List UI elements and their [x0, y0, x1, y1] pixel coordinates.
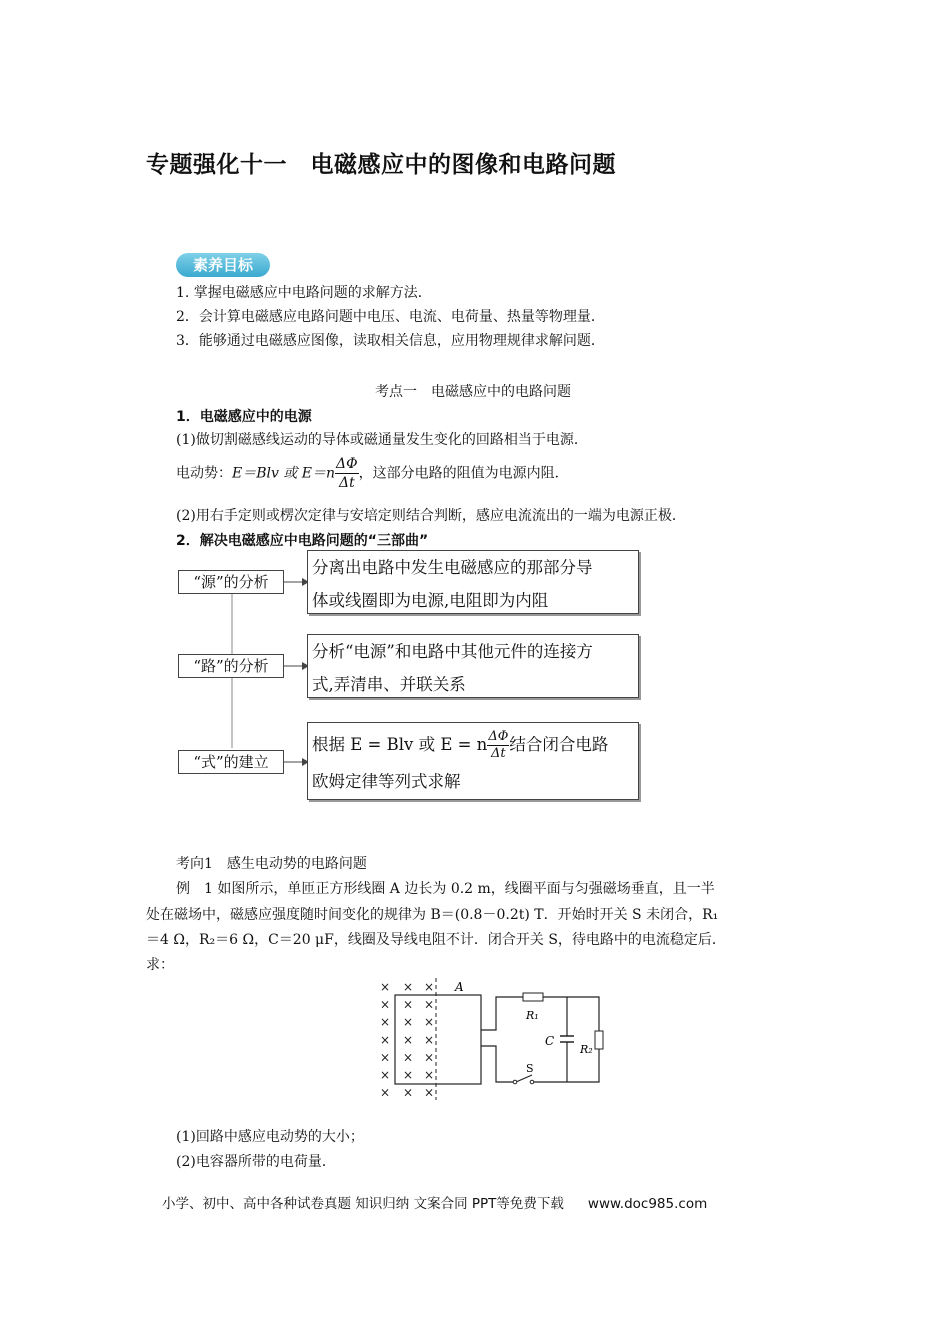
flow-desc-source-line2: 体或线圈即为电源,电阻即为内阻	[312, 591, 549, 610]
flow-desc-circuit-line1: 分析“电源”和电路中其他元件的连接方	[312, 642, 593, 661]
emf-suffix: ，这部分电路的阻值为电源内阻．	[358, 465, 569, 482]
example-line-4: 求：	[146, 957, 174, 973]
flow-formula-text: 根据 E = Blv 或 E = n	[312, 735, 488, 754]
footer-text: 小学、初中、高中各种试卷真题 知识归纳 文案合同 PPT等免费下载	[162, 1196, 564, 1212]
page-title: 专题强化十一 电磁感应中的图像和电路问题	[146, 152, 616, 178]
goals-badge: 素养目标	[176, 253, 270, 277]
flow-step-formula: “式”的建立	[178, 750, 284, 774]
field-cross: ×	[424, 1032, 435, 1047]
field-cross: ×	[403, 1015, 414, 1030]
emf-fraction	[335, 455, 359, 492]
label-S: S	[526, 1062, 534, 1075]
paragraph-2: (2)用右手定则或楞次定律与安培定则结合判断，感应电流流出的一端为电源正极．	[176, 508, 686, 524]
sub-heading-2: 2．解决电磁感应中电路问题的“三部曲”	[176, 533, 429, 549]
example-line-2: 处在磁场中，磁感应强度随时间变化的规律为 B＝(0.8－0.2t) T．开始时开关 S 未闭合，R₁	[146, 907, 719, 923]
goal-item-3: 3．能够通过电磁感应图像，读取相关信息，应用物理规律求解问题．	[176, 333, 605, 349]
question-2: (2)电容器所带的电荷量．	[176, 1154, 336, 1170]
magnetic-field-crosses	[380, 980, 434, 1100]
field-cross: ×	[380, 997, 391, 1012]
field-cross: ×	[424, 1015, 435, 1030]
flow-formula-tail: 结合闭合电路	[509, 735, 609, 754]
field-cross: ×	[380, 980, 391, 994]
label-C: C	[545, 1034, 555, 1048]
field-cross: ×	[380, 1050, 391, 1065]
footer-url[interactable]: www.doc985.com	[587, 1196, 708, 1212]
flow-frac-denominator: Δt	[491, 746, 506, 761]
label-A: A	[455, 980, 464, 994]
flow-step-source: “源”的分析	[178, 570, 284, 594]
flow-desc-circuit-line2: 式,弄清串、并联关系	[312, 675, 466, 694]
frac-denominator: Δt	[338, 475, 355, 491]
field-cross: ×	[424, 980, 435, 994]
flow-fraction	[487, 729, 509, 762]
flow-desc-circuit	[307, 634, 639, 698]
direction-heading: 考向1 感生电动势的电路问题	[176, 856, 367, 872]
frac-numerator: ΔΦ	[336, 456, 358, 472]
resistor-R1	[523, 993, 543, 1001]
emf-formula: E＝Blv 或 E＝n	[232, 465, 336, 482]
emf-line	[176, 455, 569, 492]
field-cross: ×	[403, 1032, 414, 1047]
field-cross: ×	[424, 1068, 435, 1082]
field-cross: ×	[380, 1068, 391, 1082]
circuit-figure	[370, 975, 610, 1105]
field-cross: ×	[403, 997, 414, 1012]
field-cross: ×	[380, 1015, 391, 1030]
footer	[162, 1192, 707, 1212]
flow-frac-numerator: ΔΦ	[488, 729, 509, 744]
question-1: (1)回路中感应电动势的大小；	[176, 1129, 364, 1145]
flow-desc-formula-line1	[312, 723, 634, 767]
field-cross: ×	[380, 1032, 391, 1047]
field-cross: ×	[403, 1068, 414, 1082]
field-cross: ×	[403, 1085, 414, 1100]
flow-desc-formula	[307, 722, 639, 800]
label-R2: R₂	[580, 1043, 593, 1056]
resistor-R2	[595, 1031, 603, 1049]
label-R1: R₁	[526, 1009, 539, 1022]
paragraph-1: (1)做切割磁感线运动的导体或磁通量发生变化的回路相当于电源．	[176, 432, 588, 448]
goal-item-1: 1. 掌握电磁感应中电路问题的求解方法．	[176, 285, 432, 301]
field-cross: ×	[424, 997, 435, 1012]
flow-desc-formula-line2: 欧姆定律等列式求解	[312, 772, 461, 791]
field-cross: ×	[380, 1085, 391, 1100]
field-cross: ×	[424, 1050, 435, 1065]
sub-heading-1: 1．电磁感应中的电源	[176, 409, 312, 425]
flow-desc-source	[307, 550, 639, 614]
circuit-wire	[481, 997, 599, 1082]
goal-item-2: 2．会计算电磁感应电路问题中电压、电流、电荷量、热量等物理量．	[176, 309, 605, 325]
example-line-3: ＝4 Ω，R₂＝6 Ω，C＝20 μF，线圈及导线电阻不计．闭合开关 S，待电路中的电流稳定后．	[146, 932, 726, 948]
field-cross: ×	[403, 980, 414, 994]
field-cross: ×	[424, 1085, 435, 1100]
field-cross: ×	[403, 1050, 414, 1065]
flow-desc-source-line1: 分离出电路中发生电磁感应的那部分导	[312, 558, 593, 577]
section-heading: 考点一 电磁感应中的电路问题	[375, 384, 571, 400]
example-line-1: 例 1 如图所示，单匝正方形线圈 A 边长为 0.2 m，线圈平面与匀强磁场垂直，且一半	[176, 881, 715, 897]
emf-prefix: 电动势：	[176, 465, 232, 482]
flow-step-circuit: “路”的分析	[178, 654, 284, 678]
